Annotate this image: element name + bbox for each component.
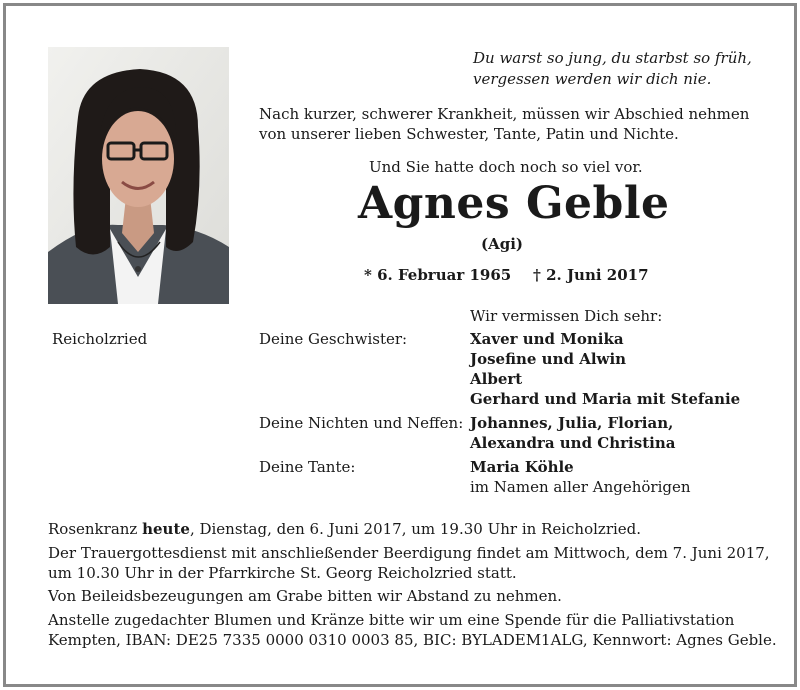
portrait-photo bbox=[48, 47, 229, 304]
donation-notice-line-1: Anstelle zugedachter Blumen und Kränze bitte wir um eine Spende für die Palliativstation bbox=[48, 611, 735, 629]
niece-nephew-name: Alexandra und Christina bbox=[470, 434, 676, 452]
sibling-name: Xaver und Monika bbox=[470, 330, 624, 348]
donation-notice-line-2: Kempten, IBAN: DE25 7335 0000 0310 0003 85, BIC: BYLADEM1ALG, Kennwort: Agnes Geble. bbox=[48, 631, 777, 649]
death-date: † 2. Juni 2017 bbox=[533, 266, 649, 284]
deceased-name: Agnes Geble bbox=[358, 178, 670, 229]
family-label-nieces: Deine Nichten und Neffen: bbox=[259, 414, 464, 432]
funeral-notice-line-2: um 10.30 Uhr in der Pfarrkirche St. Georg Reicholzried statt. bbox=[48, 564, 517, 582]
condolence-notice: Von Beileidsbezeugungen am Grabe bitten wir Abstand zu nehmen. bbox=[48, 587, 562, 605]
rosary-notice: Rosenkranz heute, Dienstag, den 6. Juni 2017, um 19.30 Uhr in Reicholzried. bbox=[48, 520, 642, 538]
sibling-name: Gerhard und Maria mit Stefanie bbox=[470, 390, 741, 408]
nickname: (Agi) bbox=[481, 235, 524, 253]
family-closing: im Namen aller Angehörigen bbox=[470, 478, 691, 496]
family-label-aunt: Deine Tante: bbox=[259, 458, 356, 476]
niece-nephew-name: Johannes, Julia, Florian, bbox=[470, 414, 674, 432]
sibling-name: Albert bbox=[470, 370, 523, 388]
place: Reicholzried bbox=[52, 330, 148, 348]
quote-line-1: Du warst so jung, du starbst so früh, bbox=[473, 49, 752, 67]
aunt-name: Maria Köhle bbox=[470, 458, 574, 476]
intro-line-2: von unserer lieben Schwester, Tante, Patin und Nichte. bbox=[259, 125, 679, 143]
subline: Und Sie hatte doch noch so viel vor. bbox=[369, 158, 643, 176]
intro-line-1: Nach kurzer, schwerer Krankheit, müssen wir Abschied nehmen bbox=[259, 105, 750, 123]
sibling-name: Josefine und Alwin bbox=[470, 350, 627, 368]
funeral-notice-line-1: Der Trauergottesdienst mit anschließender Beerdigung findet am Mittwoch, dem 7. Juni 2017, bbox=[48, 544, 770, 562]
quote-line-2: vergessen werden wir dich nie. bbox=[473, 70, 712, 88]
miss-line: Wir vermissen Dich sehr: bbox=[470, 307, 663, 325]
birth-date: * 6. Februar 1965 bbox=[364, 266, 512, 284]
family-label-siblings: Deine Geschwister: bbox=[259, 330, 408, 348]
